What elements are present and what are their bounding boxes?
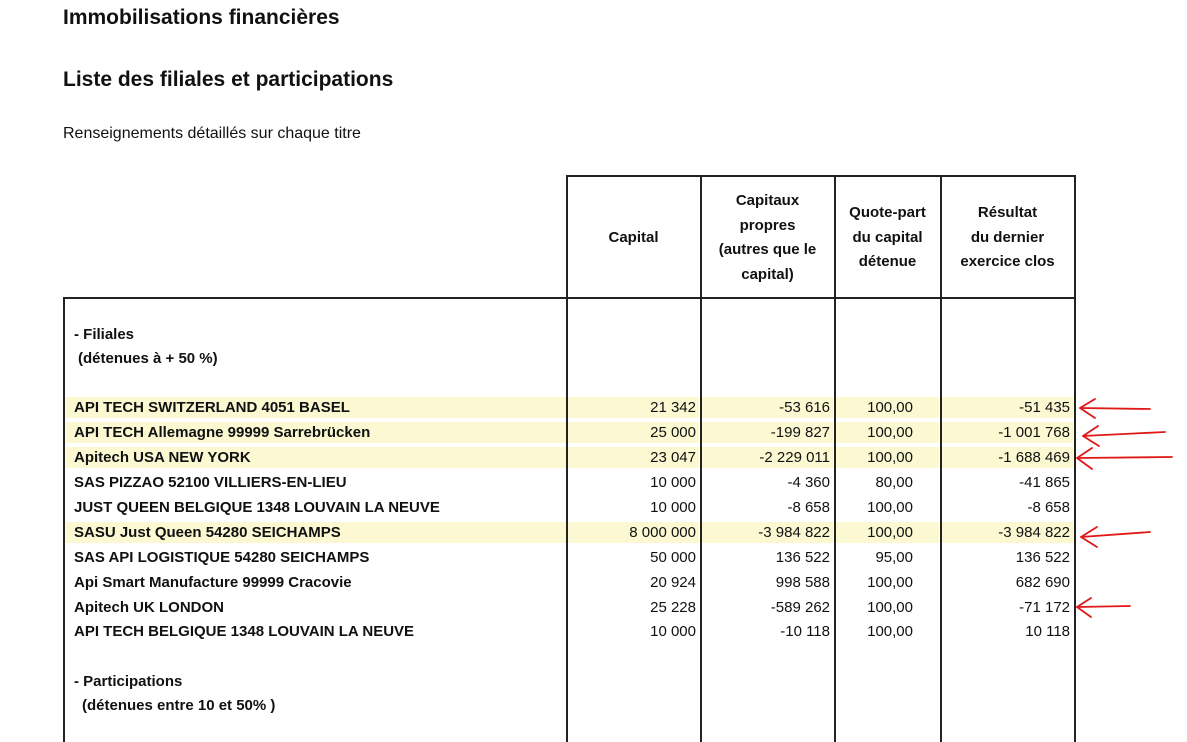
resultat-value: -1 688 469	[998, 449, 1070, 466]
capital-value: 10 000	[650, 623, 696, 640]
company-name: API TECH SWITZERLAND 4051 BASEL	[74, 399, 350, 416]
company-name: Apitech UK LONDON	[74, 599, 224, 616]
resultat-value: -41 865	[1019, 474, 1070, 491]
capitaux-propres-value: 998 588	[775, 574, 830, 591]
resultat-value: -3 984 822	[998, 524, 1070, 541]
company-name: SASU Just Queen 54280 SEICHAMPS	[74, 524, 341, 541]
page-title: Liste des filiales et participations	[63, 68, 394, 91]
company-name: API TECH BELGIQUE 1348 LOUVAIN LA NEUVE	[74, 623, 415, 640]
arrow-icon	[1080, 399, 1150, 418]
arrow-icon	[1081, 527, 1150, 547]
company-name: Api Smart Manufacture 99999 Cracovie	[74, 574, 352, 591]
company-name: Apitech USA NEW YORK	[74, 449, 251, 466]
company-name: JUST QUEEN BELGIQUE 1348 LOUVAIN LA NEUVE	[74, 499, 440, 516]
quote-part-value: 95,00	[875, 549, 913, 566]
resultat-value: -8 658	[1027, 499, 1070, 516]
arrow-icon	[1077, 598, 1130, 617]
arrow-icon	[1077, 448, 1172, 469]
quote-part-value: 100,00	[867, 449, 913, 466]
capitaux-propres-value: -3 984 822	[758, 524, 830, 541]
resultat-value: -71 172	[1019, 599, 1070, 616]
quote-part-value: 100,00	[867, 499, 913, 516]
capital-value: 10 000	[650, 499, 696, 516]
resultat-value: -1 001 768	[998, 424, 1070, 441]
arrow-icon	[1083, 426, 1165, 446]
capital-value: 25 000	[650, 424, 696, 441]
capital-value: 10 000	[650, 474, 696, 491]
column-header-quote-part: Quote-part du capital détenue	[849, 204, 926, 271]
column-header-capital: Capital	[608, 228, 659, 246]
resultat-value: 682 690	[1015, 574, 1070, 591]
quote-part-value: 80,00	[875, 474, 913, 491]
company-name: SAS API LOGISTIQUE 54280 SEICHAMPS	[74, 549, 370, 566]
capital-value: 50 000	[650, 549, 696, 566]
quote-part-value: 100,00	[867, 424, 913, 441]
capitaux-propres-value: -53 616	[779, 399, 830, 416]
quote-part-value: 100,00	[867, 574, 913, 591]
resultat-value: -51 435	[1019, 399, 1070, 416]
column-header-capitaux-propres: Capitaux propres (autres que le capital)	[718, 192, 817, 283]
capitaux-propres-value: -2 229 011	[759, 449, 830, 466]
section-note: (détenues entre 10 et 50% )	[82, 697, 276, 714]
company-name: API TECH Allemagne 99999 Sarrebrücken	[74, 424, 371, 441]
capitaux-propres-value: -199 827	[770, 424, 830, 441]
column-header-resultat: Résultat du dernier exercice clos	[960, 204, 1055, 271]
quote-part-value: 100,00	[867, 599, 913, 616]
section-title: - Filiales	[74, 326, 135, 343]
capitaux-propres-value: -8 658	[787, 499, 830, 516]
capital-value: 25 228	[650, 599, 696, 616]
capitaux-propres-value: -10 118	[780, 623, 830, 640]
capitaux-propres-value: -589 262	[770, 599, 830, 616]
company-name: SAS PIZZAO 52100 VILLIERS-EN-LIEU	[74, 474, 347, 491]
capital-value: 8 000 000	[629, 524, 696, 541]
quote-part-value: 100,00	[867, 524, 913, 541]
section-note: (détenues à + 50 %)	[78, 350, 218, 367]
quote-part-value: 100,00	[867, 399, 913, 416]
section-title: - Participations	[74, 673, 183, 690]
section-heading: Immobilisations financières	[63, 6, 340, 29]
caption: Renseignements détaillés sur chaque titre	[63, 125, 361, 142]
capital-value: 21 342	[650, 399, 696, 416]
capital-value: 20 924	[650, 574, 696, 591]
capitaux-propres-value: -4 360	[787, 474, 830, 491]
capitaux-propres-value: 136 522	[775, 549, 830, 566]
capital-value: 23 047	[650, 449, 696, 466]
resultat-value: 10 118	[1025, 623, 1070, 640]
quote-part-value: 100,00	[867, 623, 913, 640]
resultat-value: 136 522	[1015, 549, 1070, 566]
